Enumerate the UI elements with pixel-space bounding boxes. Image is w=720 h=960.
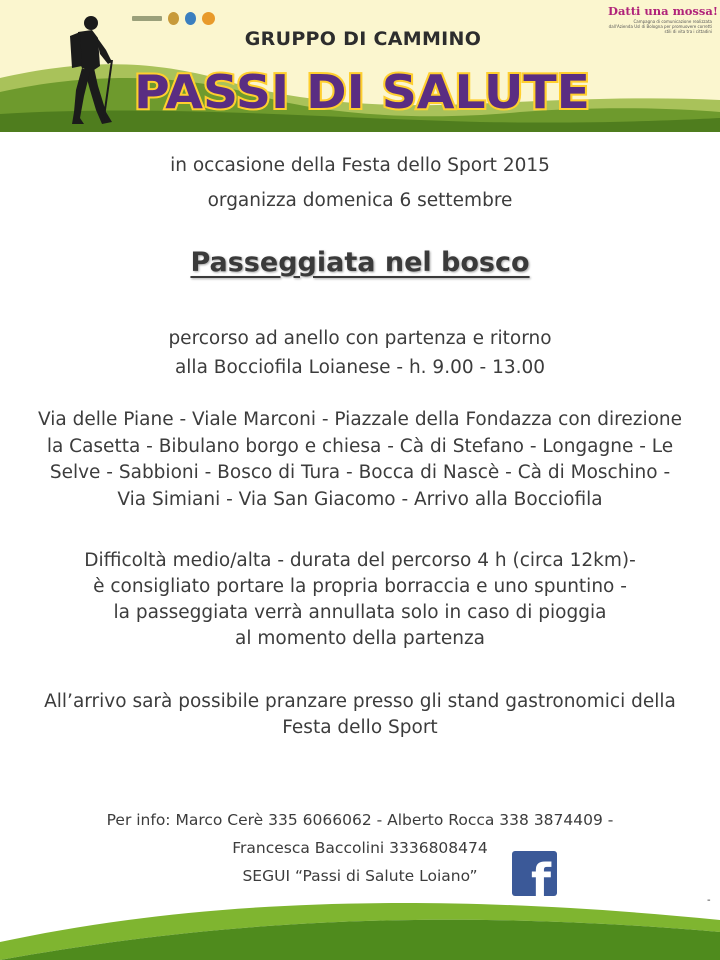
hiker-icon bbox=[58, 14, 128, 130]
itinerary-line: Via Simiani - Via San Giacomo - Arrivo alla Bocciofila bbox=[117, 489, 603, 510]
sponsor-logo-icon bbox=[132, 16, 162, 21]
sun-logo-icon bbox=[202, 12, 215, 25]
footer-swoosh bbox=[0, 880, 720, 960]
facebook-glyph: f bbox=[530, 854, 551, 896]
campaign-logo bbox=[608, 4, 718, 34]
campaign-subtitle: Campagna di comunicazione realizzata dall'Azienda Usl di Bologna per promuovere corretti stili di vita tra i cittadini bbox=[608, 19, 712, 34]
contact-line-2: Francesca Baccolini 3336808474 bbox=[232, 839, 488, 857]
notes-line: al momento della partenza bbox=[235, 628, 485, 649]
sponsor-logos bbox=[132, 12, 215, 25]
header-banner bbox=[0, 0, 720, 132]
notes-line: Difficoltà medio/alta - durata del percorso 4 h (circa 12km)- bbox=[84, 550, 636, 571]
intro-line-2: organizza domenica 6 settembre bbox=[207, 190, 513, 211]
crest-icon bbox=[185, 12, 196, 25]
page-title bbox=[128, 60, 598, 118]
route-line-1: percorso ad anello con partenza e ritorno bbox=[168, 328, 552, 349]
itinerary-line: Selve - Sabbioni - Bosco di Tura - Bocca di Nascè - Cà di Moschino - bbox=[49, 462, 671, 483]
intro-line-1: in occasione della Festa dello Sport 2015 bbox=[170, 155, 550, 176]
title-text: PASSI DI SALUTE bbox=[134, 65, 590, 118]
follow-line: SEGUI “Passi di Salute Loiano” bbox=[242, 867, 478, 885]
group-label: GRUPPO DI CAMMINO bbox=[244, 28, 482, 50]
footer-dash: - bbox=[707, 895, 711, 906]
notes-line: la passeggiata verrà annullata solo in caso di pioggia bbox=[113, 602, 607, 623]
itinerary-line: Via delle Piane - Viale Marconi - Piazzale della Fondazza con direzione bbox=[37, 409, 683, 430]
notes-line: è consigliato portare la propria borraccia e uno spuntino - bbox=[93, 576, 627, 597]
lunch-line: Festa dello Sport bbox=[282, 717, 438, 738]
itinerary-line: la Casetta - Bibulano borgo e chiesa - Cà di Stefano - Longagne - Le bbox=[46, 436, 674, 457]
campaign-title: Datti una mossa! bbox=[608, 4, 718, 18]
event-title: Passeggiata nel bosco bbox=[190, 247, 530, 278]
contact-line-1: Per info: Marco Cerè 335 6066062 - Alberto Rocca 338 3874409 - bbox=[106, 811, 614, 829]
crest-icon bbox=[168, 12, 179, 25]
route-line-2: alla Bocciofila Loianese - h. 9.00 - 13.00 bbox=[174, 357, 546, 378]
lunch-line: All’arrivo sarà possibile pranzare presso gli stand gastronomici della bbox=[44, 691, 676, 712]
